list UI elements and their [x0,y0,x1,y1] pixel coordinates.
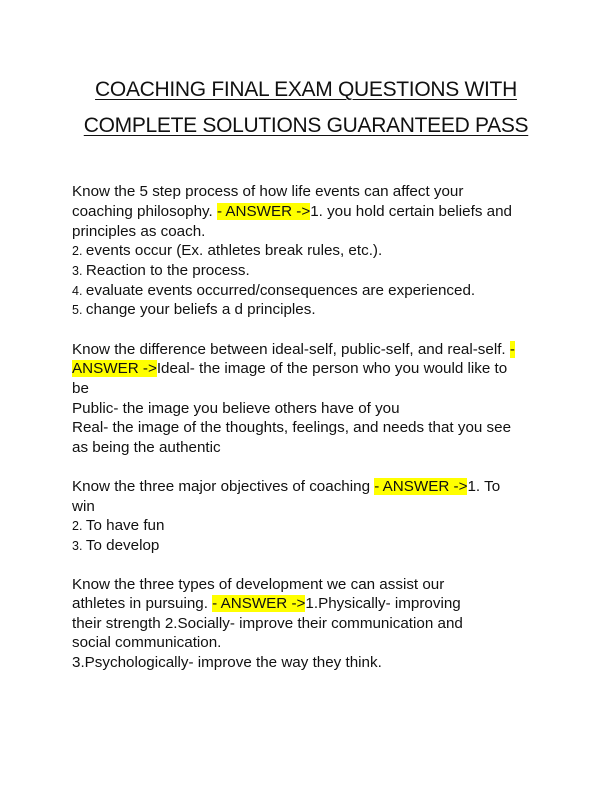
q2-answer-real: Real- the image of the thoughts, feelings, and needs that you see [72,419,512,436]
q2-line-4 [72,399,400,419]
q3-item-3-text: To develop [85,537,160,554]
q3-line-1 [72,477,500,497]
q3-answer-text: 1. To [467,478,501,495]
q4-line-5 [72,653,382,673]
document-title-line-2: COMPLETE SOLUTIONS GUARANTEED PASS [83,114,529,137]
q4-line-3 [72,614,463,634]
q4-line-2 [72,594,461,614]
q3-item-3-number: 3. [72,539,86,553]
q3-line-2 [72,497,95,517]
q3-item-3 [72,536,159,557]
q1-item-3-text: Reaction to the process. [85,262,250,279]
q1-item-5-text: change your beliefs a d principles. [85,301,316,318]
q4-answer-text-cont-3: 3.Psychologically- improve the way they think. [72,654,382,671]
q1-line-3 [72,222,205,242]
q1-line-2 [72,202,512,222]
q1-answer-marker: - ANSWER -> [216,203,311,220]
q2-line-3 [72,379,89,399]
q2-answer-public: Public- the image you believe others have of you [72,400,400,417]
q3-question-text: Know the three major objectives of coaching [72,478,375,495]
q1-item-5 [72,300,316,321]
q3-answer-text-cont: win [72,498,95,515]
q4-question-text: Know the three types of development we can assist our [72,576,445,593]
q1-line-1 [72,182,463,202]
q2-answer-ideal-cont: be [72,380,89,397]
q2-line-2 [72,359,507,379]
q4-answer-text-cont-2: social communication. [72,634,222,651]
q4-line-4 [72,633,221,653]
q1-question-text-end: coaching philosophy. [72,203,217,220]
q4-answer-text-cont-1: their strength 2.Socially- improve their communication and [72,615,463,632]
q3-item-2 [72,516,164,537]
q2-answer-real-cont: as being the authentic [72,439,221,456]
q4-line-1 [72,575,444,595]
q4-answer-text: 1.Physically- improving [305,595,461,612]
q1-item-4-text: evaluate events occurred/consequences are experienced. [85,282,476,299]
q1-item-3 [72,261,250,282]
q2-answer-ideal: Ideal- the image of the person who you would like to [156,360,508,377]
q4-answer-marker: - ANSWER -> [212,595,306,612]
document-title-line-1: COACHING FINAL EXAM QUESTIONS WITH [95,78,517,101]
q1-answer-text-cont: principles as coach. [72,223,206,240]
q2-line-5 [72,418,511,438]
q1-item-5-number: 5. [72,303,86,317]
q1-answer-text: 1. you hold certain beliefs and [310,203,512,220]
q1-item-4 [72,281,475,302]
q1-item-2-text: events occur (Ex. athletes break rules, etc.). [85,242,383,259]
q2-question-text: Know the difference between ideal-self, public-self, and real-self. [72,341,510,358]
q2-line-1 [72,340,515,360]
q1-item-2 [72,241,382,262]
q1-item-4-number: 4. [72,284,86,298]
q2-answer-marker-end: ANSWER -> [72,360,157,377]
q4-question-text-end: athletes in pursuing. [72,595,213,612]
q3-answer-marker: - ANSWER -> [374,478,468,495]
q2-answer-marker-start: - [509,341,515,358]
q3-item-2-number: 2. [72,519,86,533]
q2-line-6 [72,438,221,458]
q1-item-2-number: 2. [72,244,86,258]
q1-item-3-number: 3. [72,264,86,278]
q3-item-2-text: To have fun [85,517,165,534]
q1-question-text: Know the 5 step process of how life events can affect your [72,183,464,200]
